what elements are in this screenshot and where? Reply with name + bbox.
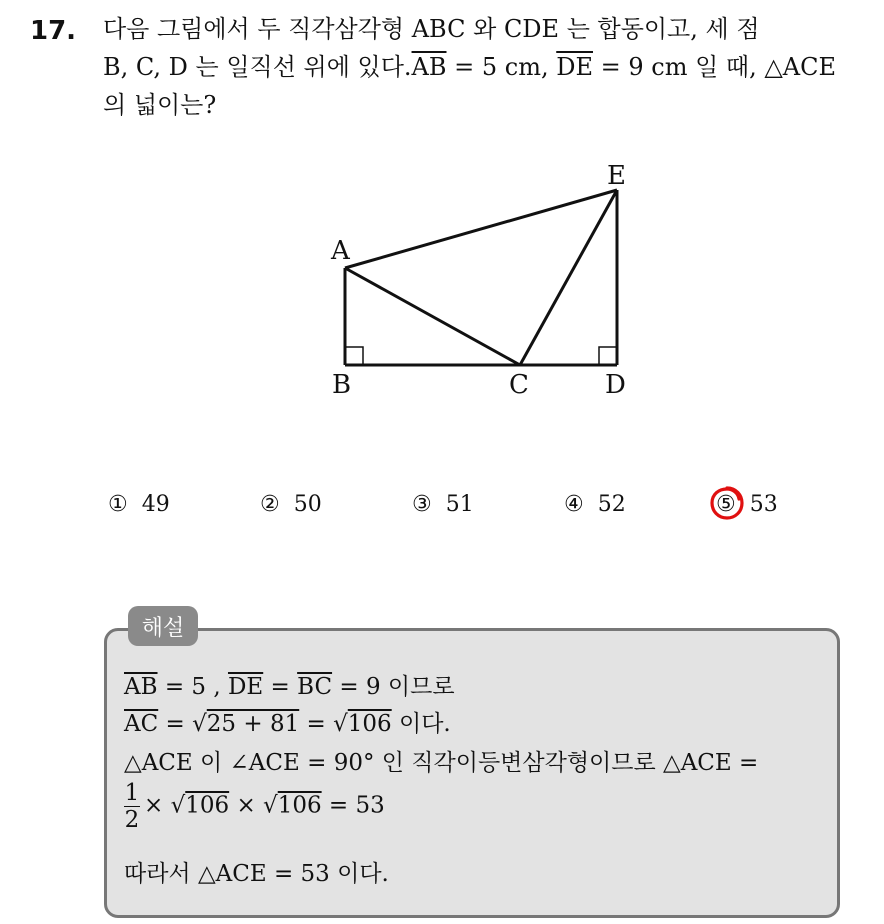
- segment-ae-line: [345, 190, 617, 268]
- choice-2-value: 50: [293, 492, 322, 517]
- segment-ab: $\overline{AB}$: [411, 53, 447, 81]
- question-line-1: 다음 그림에서 두 직각삼각형 ABC 와 CDE 는 합동이고, 세 점: [103, 15, 760, 43]
- triangle-diagram: [320, 155, 650, 405]
- solution-line-2: [124, 705, 451, 738]
- choice-2[interactable]: [260, 492, 322, 517]
- choice-3-value: 51: [445, 492, 474, 517]
- solution-line-1: [124, 668, 455, 701]
- segment-ac-line: [345, 268, 520, 365]
- sol-l4-radicand-2: 106: [277, 792, 322, 819]
- answer-circle-icon: [708, 484, 746, 522]
- sol-l4-radicand-1: 106: [185, 792, 230, 819]
- segment-de: $\overline{DE}$: [556, 53, 593, 81]
- fraction-denominator: 2: [124, 807, 140, 833]
- choice-1-value: 49: [141, 492, 170, 517]
- question-line-3: 의 넓이는?: [103, 91, 217, 119]
- choice-1-mark: ①: [108, 492, 128, 517]
- label-d: D: [605, 370, 626, 400]
- question-line-2: [103, 48, 873, 86]
- sol-l1-c: = 9 이므로: [332, 674, 455, 700]
- sol-segment-ac: $\overline{AC}$: [124, 711, 159, 737]
- solution-line-3: △ACE 이 ∠ACE = 90° 인 직각이등변삼각형이므로 △ACE =: [124, 750, 759, 776]
- right-angle-d: [599, 347, 617, 365]
- choice-1[interactable]: [108, 492, 170, 517]
- sol-l4-b: × √: [229, 792, 278, 819]
- sol-segment-ab: $\overline{AB}$: [124, 674, 158, 700]
- choice-5-value: 53: [749, 492, 778, 517]
- fraction-half: [124, 780, 140, 833]
- solution-line-4: [124, 780, 385, 833]
- choice-4-mark: ④: [564, 492, 584, 517]
- geometry-figure: [320, 155, 650, 405]
- right-angle-b: [345, 347, 363, 365]
- sol-l4-c: = 53: [321, 792, 385, 819]
- choice-4-value: 52: [597, 492, 626, 517]
- label-b: B: [332, 370, 352, 400]
- segment-ce-line: [520, 190, 617, 365]
- sol-segment-de: $\overline{DE}$: [227, 674, 264, 700]
- question-text: [103, 10, 873, 124]
- question-line-2b: = 5 cm,: [446, 53, 557, 81]
- sol-l2-b: = √: [299, 711, 348, 737]
- sol-l2-a: = √: [158, 711, 207, 737]
- label-c: C: [509, 370, 529, 400]
- choice-5-mark: ⑤: [716, 492, 736, 517]
- sol-segment-bc: $\overline{BC}$: [297, 674, 333, 700]
- sol-radicand-2: 106: [347, 711, 392, 737]
- sol-l1-b: =: [263, 674, 298, 700]
- choice-3[interactable]: [412, 492, 474, 517]
- solution-line-5: 따라서 △ACE = 53 이다.: [124, 861, 389, 887]
- question-number: 17.: [30, 16, 77, 46]
- fraction-numerator: 1: [124, 780, 140, 806]
- label-e: E: [607, 161, 626, 191]
- solution-tab: 해설: [128, 606, 198, 646]
- label-a: A: [331, 236, 350, 266]
- question-line-2a: B, C, D 는 일직선 위에 있다.: [103, 53, 412, 81]
- sol-radicand-1: 25 + 81: [206, 711, 300, 737]
- sol-l2-c: 이다.: [391, 711, 451, 737]
- sol-l1-a: = 5 ,: [157, 674, 228, 700]
- choice-3-mark: ③: [412, 492, 432, 517]
- answer-choices: [108, 492, 808, 528]
- question-line-2c: = 9 cm 일 때, △ACE: [593, 53, 837, 81]
- choice-4[interactable]: [564, 492, 626, 517]
- sol-l4-a: × √: [144, 792, 186, 819]
- choice-2-mark: ②: [260, 492, 280, 517]
